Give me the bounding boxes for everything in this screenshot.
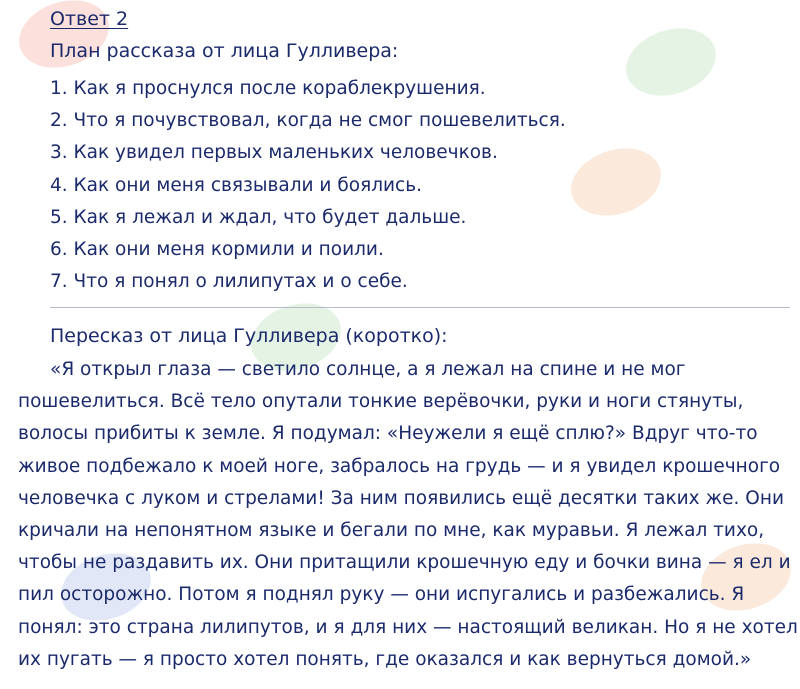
plan-title: План рассказа от лица Гулливера: — [50, 40, 399, 62]
retell-line: чтобы не раздавить их. Они притащили крошечную еду и бочки вина — я ел и — [18, 552, 791, 574]
plan-item: 5. Как я лежал и ждал, что будет дальше. — [50, 206, 467, 228]
plan-list — [50, 73, 566, 298]
plan-item: 1. Как я проснулся после кораблекрушения. — [50, 78, 486, 99]
retell-line: пошевелиться. Всё тело опутали тонкие верёвочки, руки и ноги стянуты, — [18, 391, 744, 413]
retell-line: пил осторожно. Потом я поднял руку — они испугались и разбежались. Я — [18, 584, 745, 606]
retell-line: «Я открыл глаза — светило солнце, а я лежал на спине и не мог — [50, 359, 686, 380]
retell-line: живое подбежало к моей ноге, забралось на грудь — и я увидел крошечного — [18, 455, 781, 477]
retell-line: кричали на непонятном языке и бегали по мне, как муравьи. Я лежал тихо, — [18, 520, 765, 542]
answer-title: Ответ 2 — [50, 8, 129, 30]
plan-item: 2. Что я почувствовал, когда не смог пошевелиться. — [50, 110, 566, 132]
retell-line: их пугать — я просто хотел понять, где оказался и как вернуться домой.» — [18, 648, 752, 670]
plan-item: 4. Как они меня связывали и боялись. — [50, 174, 422, 196]
plan-item: 6. Как они меня кормили и поили. — [50, 239, 384, 261]
retell-title: Пересказ от лица Гулливера (коротко): — [50, 325, 448, 347]
plan-item: 3. Как увидел первых маленьких человечков. — [50, 142, 498, 164]
retell-line: волосы прибиты к земле. Я подумал: «Неужели я ещё сплю?» Вдруг что-то — [18, 423, 758, 445]
section-divider — [50, 307, 790, 308]
retell-line: человечка с луком и стрелами! За ним появились ещё десятки таких же. Они — [18, 487, 784, 509]
watermark-logo — [562, 137, 669, 226]
retell-paragraph — [18, 354, 798, 676]
watermark-logo — [617, 17, 724, 106]
retell-line: понял: это страна лилипутов, и я для них — настоящий великан. Но я не хотел — [18, 616, 798, 638]
plan-item: 7. Что я понял о лилипутах и о себе. — [50, 271, 408, 293]
